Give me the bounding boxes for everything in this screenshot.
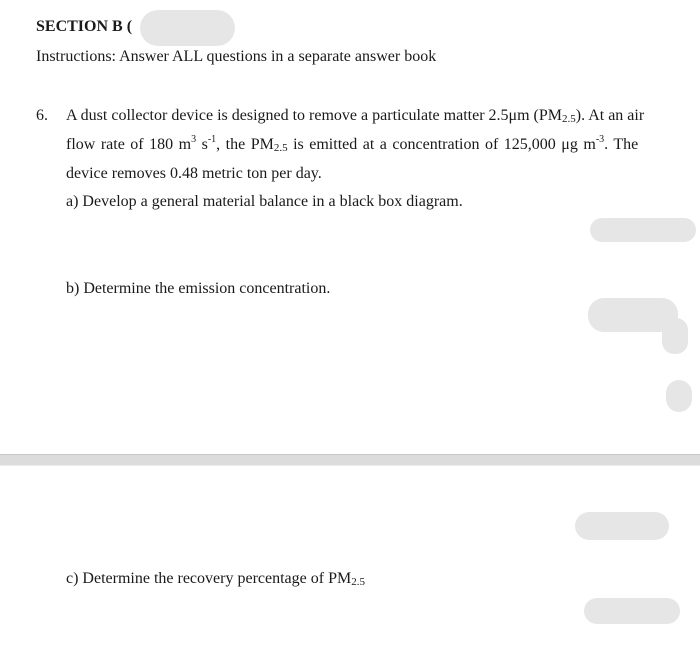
redacted-smudge-right-4 xyxy=(666,380,692,412)
q-line2-text-a: flow rate of 180 m xyxy=(66,136,192,153)
page-divider xyxy=(0,454,700,466)
redacted-smudge-title xyxy=(140,10,235,46)
q-line2-subscript: 2.5 xyxy=(273,142,288,154)
q-line2-sup-2: -1 xyxy=(207,134,217,145)
question-line-3: device removes 0.48 metric ton per day. xyxy=(66,165,322,182)
q-line2-text-b: s xyxy=(196,136,208,153)
q-line2-text-d: is emitted at a concentration of 125,000 μg m xyxy=(287,136,596,153)
redacted-smudge-right-1 xyxy=(590,218,696,242)
q-line1-text-a: A dust collector device is designed to remove a particulate matter 2.5μm (PM xyxy=(66,107,562,124)
part-c-text xyxy=(66,570,365,588)
q-line1-subscript: 2.5 xyxy=(562,113,576,125)
question-line-1 xyxy=(66,107,644,125)
question-line-2 xyxy=(66,136,638,154)
q-line2-sup-3: -3 xyxy=(595,134,605,145)
redacted-smudge-right-6 xyxy=(584,598,680,624)
redacted-smudge-right-3 xyxy=(662,318,688,354)
q-line1-text-b: ). At an air xyxy=(575,107,645,124)
instructions-text: Instructions: Answer ALL questions in a separate answer book xyxy=(36,48,437,65)
part-a-text: a) Develop a general material balance in a black box diagram. xyxy=(66,193,463,210)
q-line2-text-c: , the PM xyxy=(216,136,274,153)
section-title xyxy=(36,18,132,36)
question-number: 6. xyxy=(36,107,48,124)
q-line2-text-e: . The xyxy=(604,136,639,153)
part-b-text: b) Determine the emission concentration. xyxy=(66,280,331,297)
redacted-smudge-right-5 xyxy=(575,512,669,540)
part-c-text-a: c) Determine the recovery percentage of PM xyxy=(66,570,352,587)
section-title-text: SECTION B ( xyxy=(36,18,133,35)
part-c-subscript: 2.5 xyxy=(351,576,365,588)
q-line2-sup-1: 3 xyxy=(191,134,197,145)
